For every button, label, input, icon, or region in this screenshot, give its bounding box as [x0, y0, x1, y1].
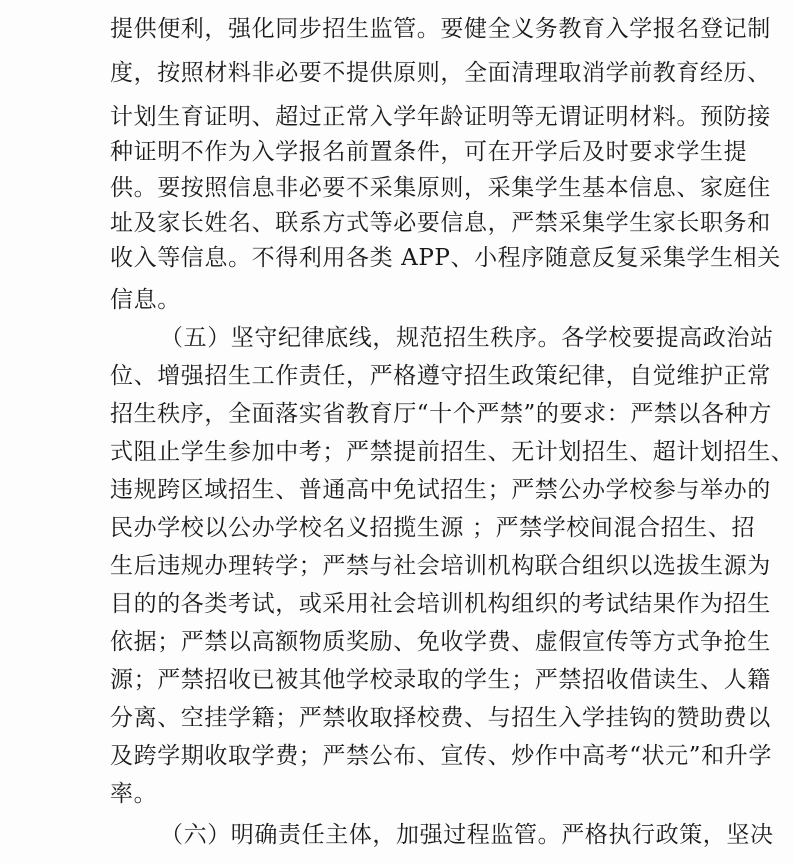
text-line: 率。 — [110, 781, 158, 807]
text-line: 式阻止学生参加中考；严禁提前招生、无计划招生、超计划招生、 — [110, 439, 794, 465]
text-line: 种证明不作为入学报名前置条件，可在开学后及时要求学生提 — [110, 139, 748, 165]
text-line: 分离、空挂学籍；严禁收取择校费、与招生入学挂钩的赞助费以 — [110, 705, 771, 731]
text-line: 目的的各类考试，或采用社会培训机构组织的考试结果作为招生 — [110, 591, 771, 617]
text-line: 址及家长姓名、联系方式等必要信息，严禁采集学生家长职务和 — [110, 210, 771, 236]
text-line: 违规跨区域招生、普通高中免试招生；严禁公办学校参与举办的 — [110, 477, 771, 503]
text-line: 位、增强招生工作责任，严格遵守招生政策纪律，自觉维护正常 — [110, 363, 771, 389]
text-line: 及跨学期收取学费；严禁公布、宣传、炒作中高考“状元”和升学 — [110, 743, 772, 769]
text-line: 计划生育证明、超过正常入学年龄证明等无谓证明材料。预防接 — [110, 104, 771, 130]
text-line: 度，按照材料非必要不提供原则，全面清理取消学前教育经历、 — [110, 60, 771, 86]
text-line: 依据；严禁以高额物质奖励、免收学费、虚假宣传等方式争抢生 — [110, 629, 771, 655]
section-heading-line: （五）坚守纪律底线，规范招生秩序。各学校要提高政治站 — [160, 325, 774, 351]
text-line: 源；严禁招收已被其他学校录取的学生；严禁招收借读生、人籍 — [110, 667, 771, 693]
text-line: 信息。 — [110, 287, 181, 313]
text-line: 供。要按照信息非必要不采集原则，采集学生基本信息、家庭住 — [110, 175, 771, 201]
text-line: 收入等信息。不得利用各类 APP、小程序随意反复采集学生相关 — [110, 245, 781, 271]
section-heading-line: （六）明确责任主体，加强过程监管。严格执行政策，坚决 — [160, 822, 774, 848]
text-line: 招生秩序，全面落实省教育厅“十个严禁”的要求：严禁以各种方 — [110, 401, 772, 427]
text-line: 提供便利，强化同步招生监管。要健全义务教育入学报名登记制 — [110, 16, 771, 42]
text-line: 生后违规办理转学；严禁与社会培训机构联合组织以选拔生源为 — [110, 553, 771, 579]
text-line: 民办学校以公办学校名义招揽生源 ；严禁学校间混合招生、招 — [110, 515, 756, 541]
